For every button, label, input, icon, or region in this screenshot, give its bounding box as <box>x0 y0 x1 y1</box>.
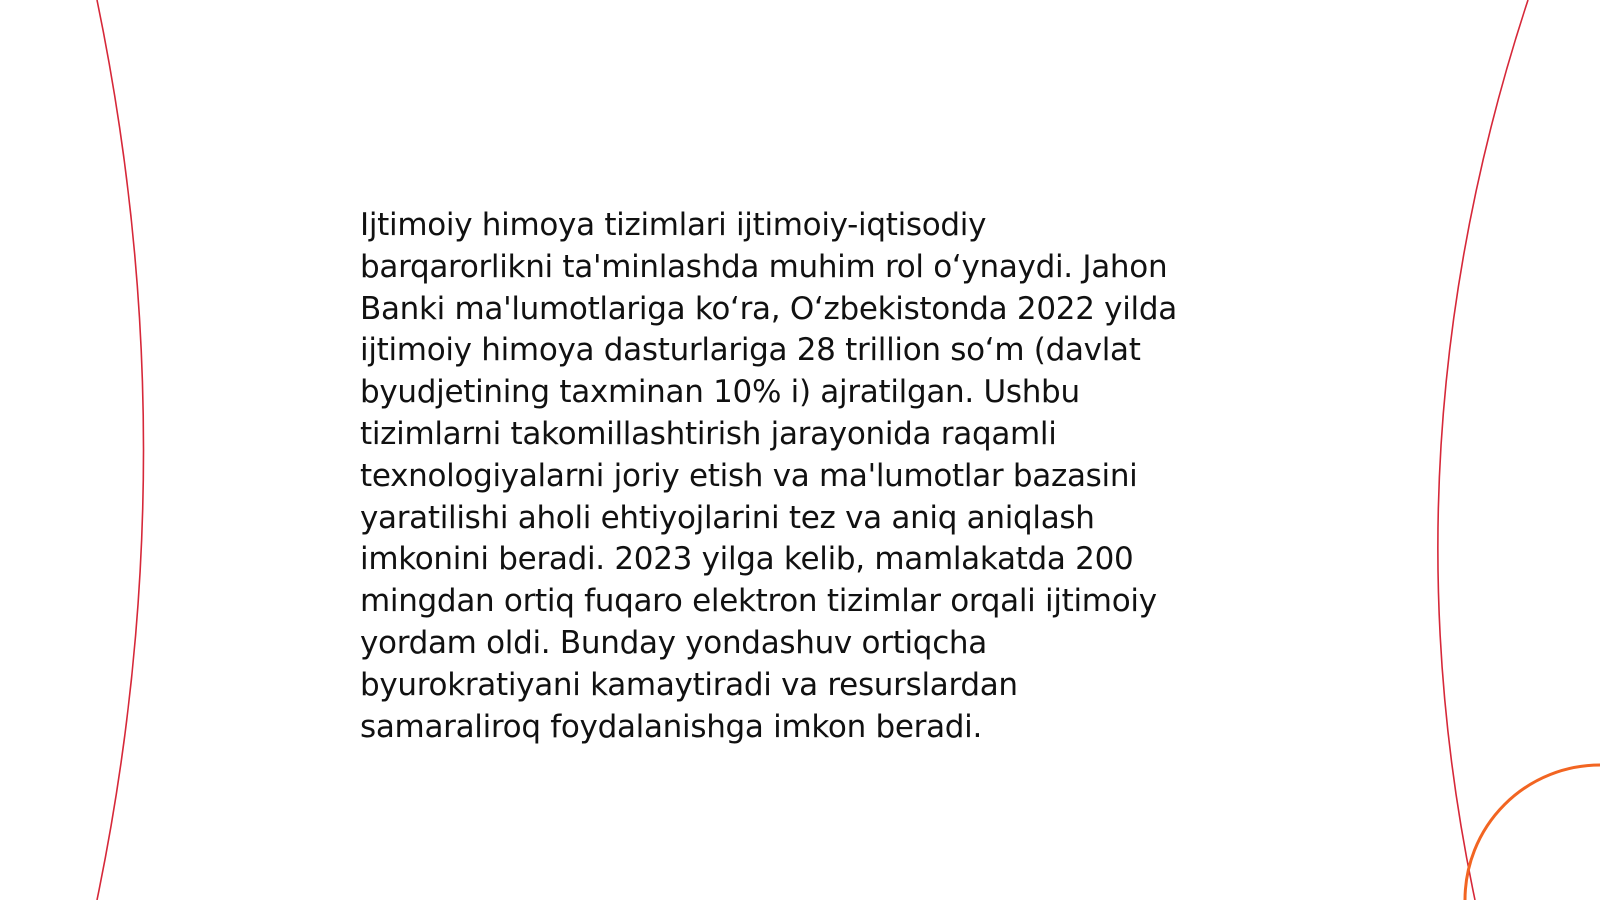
right-curve <box>1438 0 1528 900</box>
left-curve <box>97 0 144 900</box>
orange-circle <box>1465 765 1600 900</box>
body-paragraph: Ijtimoiy himoya tizimlari ijtimoiy-iqtisodiy barqarorlikni ta'minlashda muhim rol oʻynaydi. Jahon Banki ma'lumotlariga koʻra, Oʻzbekistonda 2022 yilda ijtimoiy himoya dasturlariga 28 trillion soʻm (davlat byudjetining taxminan 10% i) ajratilgan. Ushbu tizimlarni takomillashtirish jarayonida raqamli texnologiyalarni joriy etish va ma'lumotlar bazasini yaratilishi aholi ehtiyojlarini tez va aniq aniqlash imkonini beradi. 2023 yilga kelib, mamlakatda 200 mingdan ortiq fuqaro elektron tizimlar orqali ijtimoiy yordam oldi. Bunday yondashuv ortiqcha byurokratiyani kamaytiradi va resurslardan samaraliroq foydalanishga imkon beradi. <box>360 207 1177 745</box>
